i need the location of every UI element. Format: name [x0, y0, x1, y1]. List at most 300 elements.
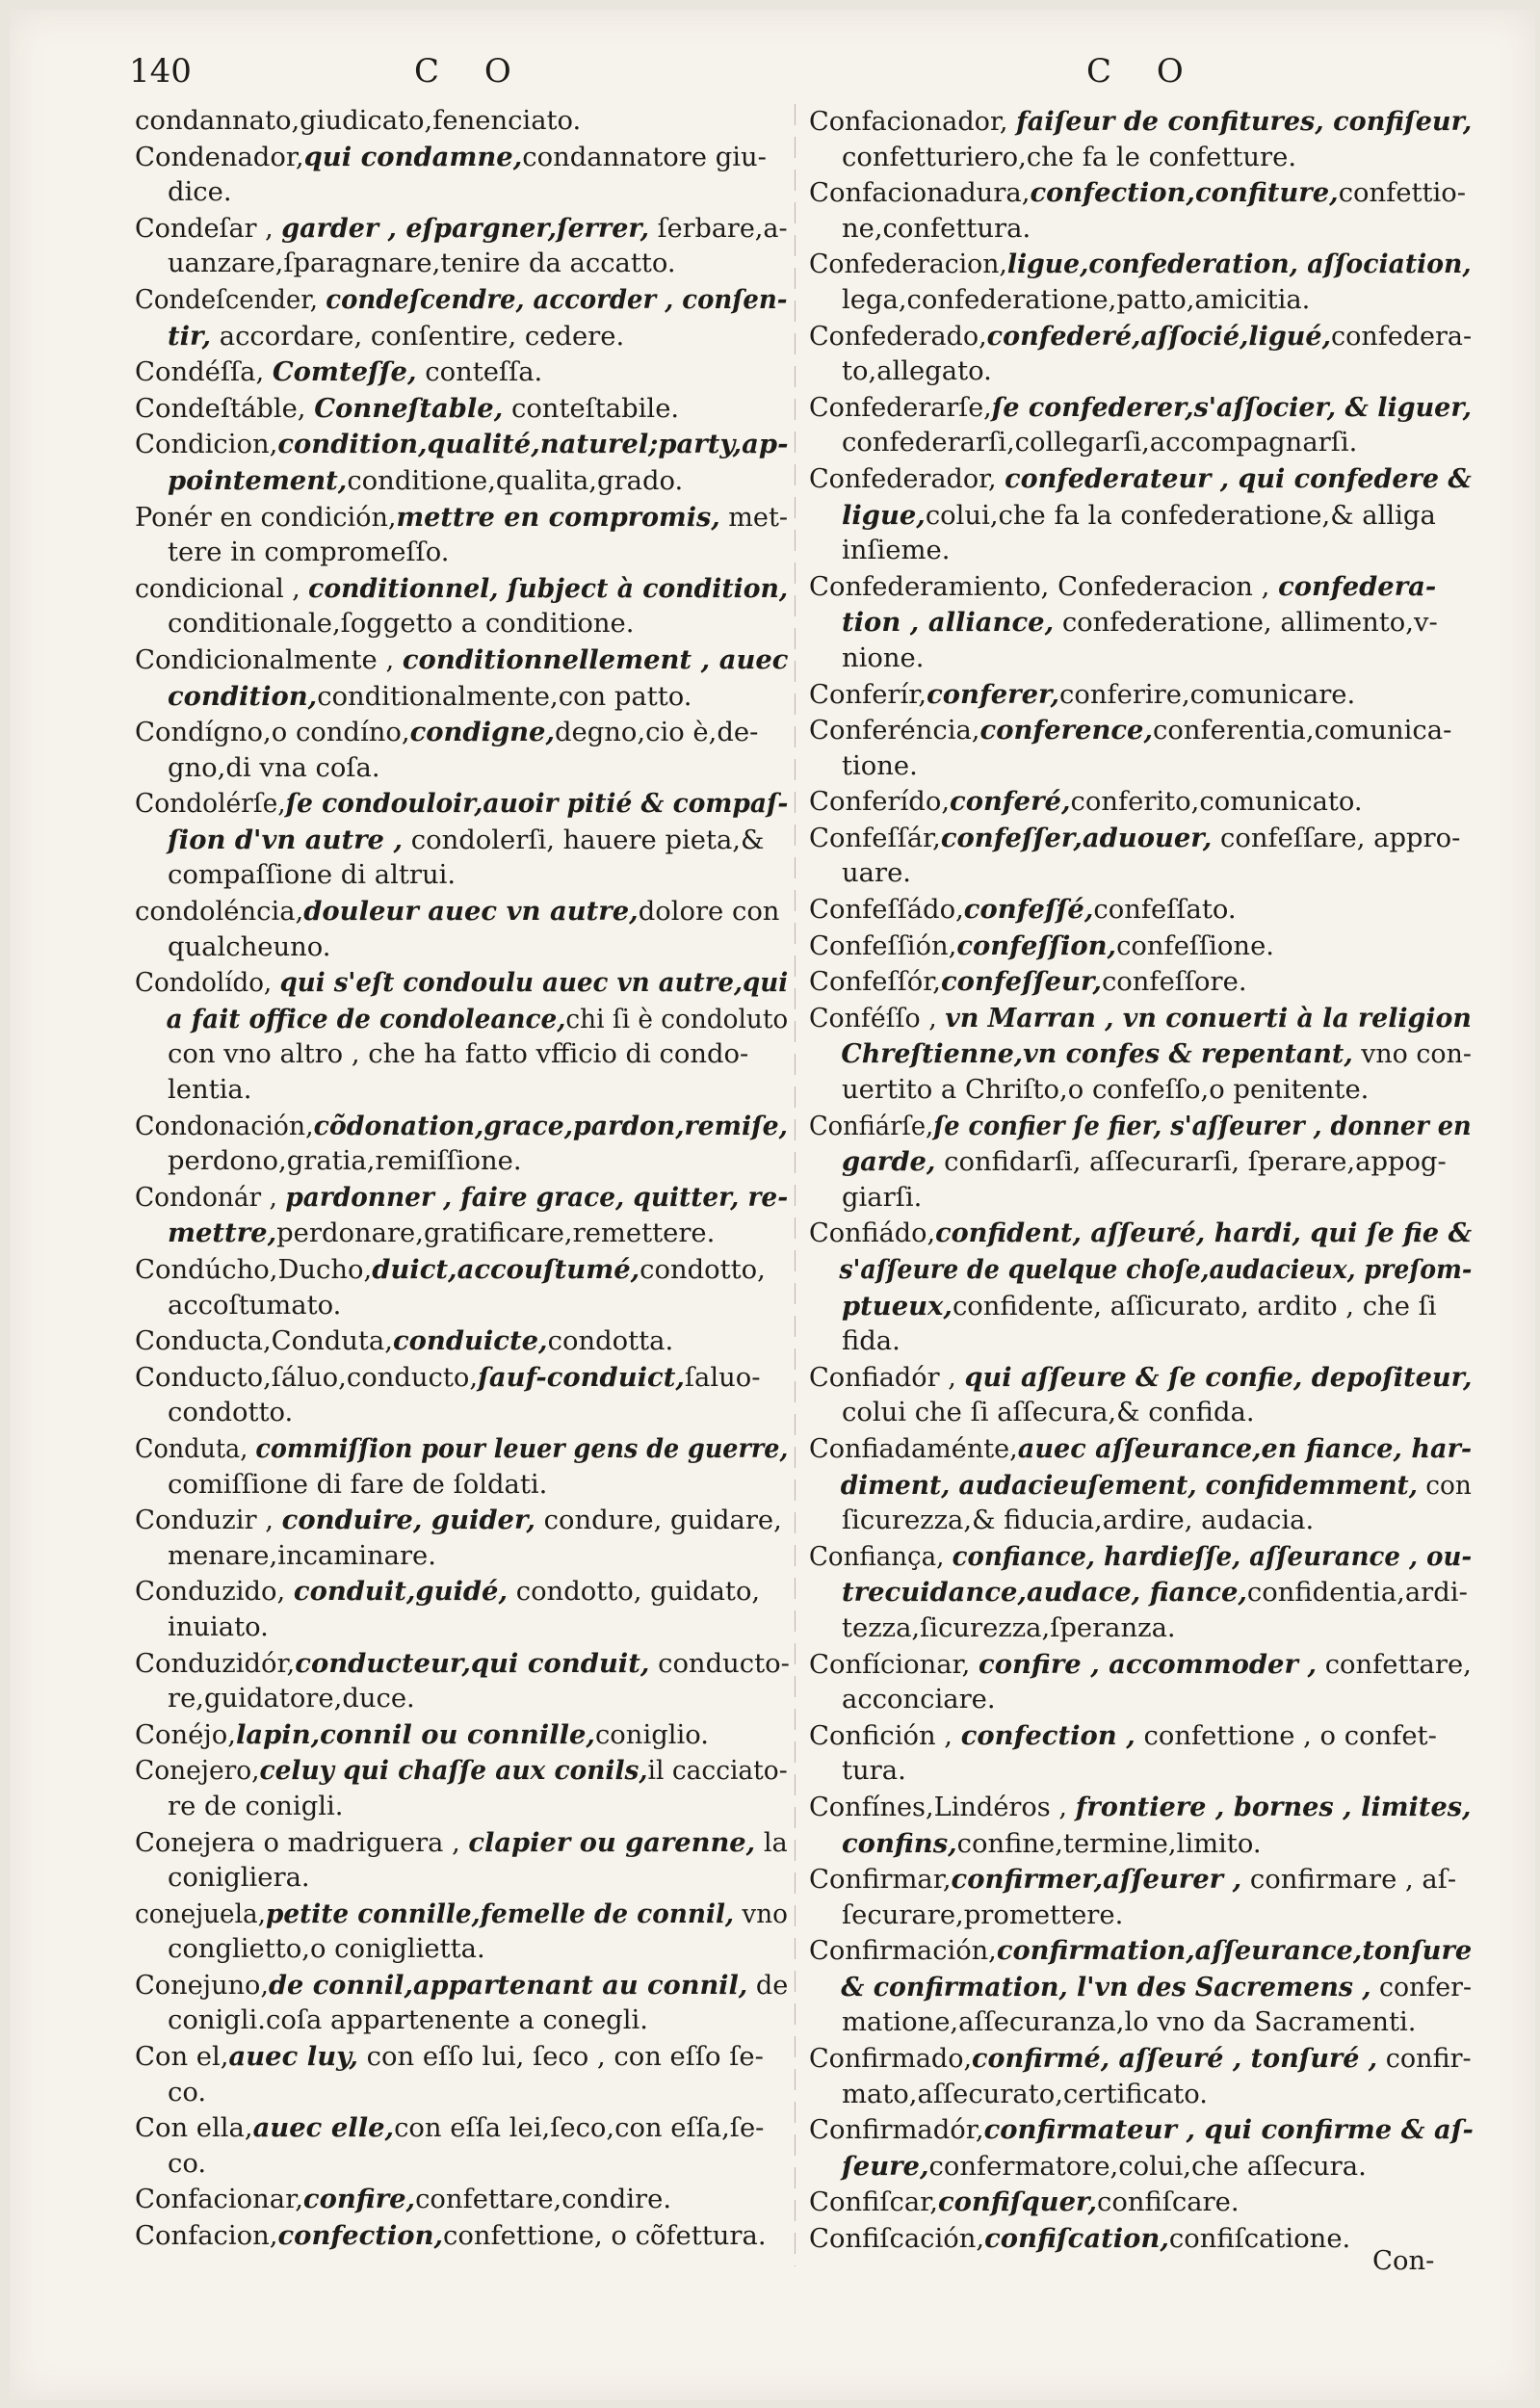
french-translation: trecuidance,audace, fiance, [842, 1577, 1247, 1609]
entry-text: conglietto,o coniglietta. [168, 1934, 485, 1965]
french-translation: auec luy, [228, 2041, 358, 2073]
catchword: Con- [1372, 2246, 1435, 2276]
entry-text: Con el, [135, 2042, 229, 2073]
column-divider [795, 104, 796, 2266]
entry-line [809, 713, 1474, 749]
entry-text: degno,cio è,de- [555, 718, 759, 748]
entry-line [135, 1216, 790, 1252]
french-translation: confection, [277, 2220, 444, 2252]
entry-text: Confirmar, [809, 1865, 952, 1896]
entry-text: vno [734, 1898, 788, 1929]
french-translation: confins, [842, 1827, 957, 1859]
french-translation: garder , eſpargner,ſerrer, [281, 212, 650, 244]
french-translation: duict,accouſtumé, [372, 1254, 640, 1285]
entry-text: nione. [842, 642, 925, 673]
entry-line [135, 1289, 790, 1324]
entry-text: confer- [1370, 1972, 1472, 2002]
french-translation: petite connille,femelle de connil, [266, 1898, 735, 1929]
entry-text: Confeſſión, [809, 930, 957, 961]
entry-text: conigli.coſa appartenente a conegli. [168, 2005, 648, 2036]
entry-text: confiſcatione. [1168, 2224, 1351, 2255]
entry-text: Condolído, [135, 968, 280, 999]
french-translation: mettre, [168, 1217, 277, 1249]
entry-line [809, 2185, 1474, 2221]
french-translation: confeſſé, [963, 894, 1094, 926]
entry-line [135, 715, 790, 751]
entry-line [135, 2039, 790, 2076]
entry-text: conferentia,comunica- [1153, 716, 1452, 746]
entry-line [135, 391, 790, 428]
entry-line [809, 2078, 1474, 2113]
entry-line [809, 1970, 1472, 2006]
entry-text: giarſi. [842, 1182, 923, 1213]
entry-line [135, 751, 790, 787]
entry-line [809, 1718, 1474, 1755]
french-translation: confirmé, aſſeuré , tonſuré , [972, 2043, 1378, 2075]
entry-line [809, 2005, 1474, 2041]
entry-text: conferito,comunicato. [1070, 787, 1363, 818]
entry-text: menare,incaminare. [168, 1540, 436, 1571]
entry-line [809, 534, 1474, 569]
entry-text: colui,che fa la confederatione,& alliga [925, 500, 1436, 531]
entry-line [135, 427, 790, 463]
entry-text: Condenador, [135, 142, 304, 172]
entry-line [809, 1144, 1474, 1181]
entry-line [135, 500, 788, 537]
entry-text: re,guidatore,duce. [168, 1684, 415, 1714]
entry-line [135, 1037, 790, 1073]
french-translation: lapin,connil ou connille, [236, 1718, 595, 1750]
entry-text: tura. [842, 1756, 906, 1787]
entry-line [809, 1216, 1473, 1252]
entry-line [809, 426, 1474, 461]
entry-line [809, 1898, 1474, 1934]
entry-text: Confirmadór, [809, 2115, 984, 2146]
entry-text: mato,aſſecurato,certificato. [842, 2079, 1209, 2109]
entry-text: con eſſa lei,ſeco,con eſſa,ſe- [394, 2113, 765, 2144]
entry-line [809, 569, 1474, 606]
entry-line [809, 283, 1474, 319]
entry-line [135, 1468, 790, 1504]
entry-text: Conféſſo , [809, 1003, 946, 1034]
entry-line [809, 1575, 1474, 1611]
entry-text: confederarſi,collegarſi,accompagnarſi. [842, 428, 1358, 458]
french-translation: confire, [302, 2184, 416, 2215]
entry-line [809, 964, 1474, 1001]
entry-line [809, 641, 1474, 677]
entry-text: confettare,condire. [415, 2185, 672, 2215]
entry-text: condicional , [135, 573, 309, 604]
entry-line [809, 390, 1472, 427]
entry-line [809, 1073, 1474, 1109]
entry-line [809, 1036, 1472, 1073]
entry-text: uare. [842, 858, 911, 889]
french-translation: confederé,aſſocié,ligué, [986, 320, 1331, 352]
entry-text: condannato,giudicato,fenenciato. [135, 106, 582, 136]
entry-line [135, 1932, 790, 1968]
entry-text: condotto. [168, 1398, 294, 1428]
entry-text: Confeſſádo, [809, 895, 964, 926]
entry-line [809, 1468, 1472, 1505]
entry-line [135, 930, 790, 966]
entry-line [809, 247, 1472, 283]
entry-text: la [755, 1827, 788, 1858]
french-translation: conduit,guidé, [293, 1576, 509, 1608]
entry-text: Conferéncia, [809, 716, 980, 746]
entry-line [809, 605, 1474, 641]
entry-text: Conduzido, [135, 1577, 294, 1608]
entry-text: colui che ſi aſſecura,& confida. [842, 1398, 1255, 1428]
entry-text: Condicion, [135, 430, 278, 460]
french-translation: diment, audacieuſement, confidemment, [840, 1469, 1418, 1501]
french-translation: a fait office de condoleance, [166, 1003, 566, 1034]
entry-line [135, 1968, 789, 2004]
french-translation: faiſeur de confitures, confiſeur, [1016, 106, 1473, 137]
entry-text: Conducta,Conduta, [135, 1326, 393, 1357]
entry-text: uertito a Chriſto,o confeſſo,o penitente. [842, 1075, 1370, 1106]
entry-text: Confirmación, [809, 1936, 997, 1967]
entry-line [809, 1324, 1474, 1360]
french-translation: confiance, hardieſſe, aſſeurance , ou- [952, 1540, 1473, 1572]
entry-line [135, 1790, 790, 1825]
entry-text: co. [168, 2148, 207, 2179]
entry-text: conditionalmente,con patto. [317, 681, 692, 712]
entry-text: Confiſcación, [809, 2224, 985, 2255]
entry-text: acconciare. [842, 1685, 996, 1715]
entry-text: lentia. [168, 1075, 252, 1106]
entry-text: co. [168, 2077, 207, 2107]
entry-text: conditionale,ſoggetto a conditione. [168, 609, 635, 640]
entry-text: confeſſare, appro- [1212, 823, 1461, 853]
entry-text: tione. [842, 750, 918, 781]
entry-text: condotto, [639, 1255, 766, 1285]
entry-text: Confederador, [809, 463, 1005, 494]
french-translation: confirmation,aſſeurance,tonſure [996, 1935, 1473, 1967]
entry-line [135, 1252, 790, 1289]
entry-line [809, 354, 1474, 390]
entry-text: dice. [168, 177, 232, 208]
entry-line [135, 894, 790, 930]
entry-line [135, 104, 790, 140]
entry-line [809, 461, 1472, 498]
entry-text: inſieme. [842, 536, 951, 566]
entry-line [809, 212, 1474, 248]
entry-line [809, 1790, 1472, 1826]
entry-text: condoléncia, [135, 897, 304, 928]
entry-line [809, 1647, 1474, 1684]
entry-text: Confacion, [135, 2221, 278, 2252]
entry-line [809, 749, 1474, 785]
entry-line [135, 463, 790, 500]
entry-text: accordare, conſentire, cedere. [211, 321, 625, 352]
entry-text: Conferír, [809, 679, 927, 710]
french-translation: celuy qui chaſſe aux conils, [259, 1755, 648, 1787]
entry-line [135, 1610, 790, 1646]
french-translation: condigne, [409, 717, 556, 748]
entry-line [135, 571, 789, 608]
entry-text: confidentia,ardi- [1246, 1578, 1468, 1609]
entry-line [135, 1539, 790, 1575]
entry-text: Conducto,ſáluo,conducto, [135, 1362, 479, 1393]
french-translation: confident, aſſeuré, hardi, qui ſe fie & [935, 1217, 1473, 1249]
french-translation: confiſcation, [984, 2223, 1169, 2255]
french-translation: ſe confier ſe fier, s'aſſeurer , donner en [933, 1110, 1472, 1141]
french-translation: conduicte, [392, 1325, 548, 1357]
entry-text: Condonár , [135, 1182, 286, 1213]
entry-text: confidarſi, aſſecurarſi, ſperare,appog- [935, 1147, 1447, 1178]
entry-text: Confacionar, [135, 2185, 303, 2215]
entry-line [135, 679, 790, 716]
entry-text: Confeſſór, [809, 967, 941, 998]
french-translation: pardonner , faire grace, quitter, re- [285, 1181, 789, 1213]
entry-text: Confiadór , [809, 1362, 965, 1393]
entry-text: Confición , [809, 1720, 961, 1751]
entry-text: Confederado, [809, 321, 987, 352]
entry-text: re de conigli. [168, 1791, 344, 1821]
entry-text: ſerbare,a- [649, 213, 788, 244]
entry-text: confetturiero,che fa le confetture. [842, 142, 1297, 172]
entry-text: Condeſcender, [135, 284, 326, 315]
entry-line [809, 1504, 1474, 1539]
entry-line [135, 354, 790, 391]
french-translation: douleur auec vn autre, [303, 896, 639, 928]
entry-line [809, 821, 1474, 857]
entry-line [135, 1109, 788, 1145]
entry-text: accoſtumato. [168, 1290, 342, 1321]
entry-line [135, 211, 788, 248]
french-translation: confirmateur , qui confirme & aſ- [983, 2114, 1474, 2146]
entry-line [135, 1360, 790, 1397]
dictionary-page [10, 10, 1535, 2400]
french-translation: de connil,appartenant au connil, [269, 1969, 748, 2001]
entry-text: Confiança, [809, 1541, 953, 1572]
french-translation: confederateur , qui confedere & [1005, 462, 1472, 494]
entry-text: Confederarſe, [809, 392, 992, 423]
entry-text: condure, guidare, [535, 1505, 782, 1536]
entry-text: confirmare , aſ- [1241, 1865, 1457, 1896]
entry-text: tere in compromeſſo. [168, 537, 450, 568]
entry-line [809, 1683, 1474, 1718]
french-translation: ligue,confederation, aſſociation, [1006, 249, 1472, 280]
french-translation: conditionnellement , auec [402, 643, 789, 675]
entry-text: conigliera. [168, 1863, 310, 1894]
entry-line [135, 1753, 788, 1790]
entry-text: il cacciato- [647, 1756, 788, 1787]
entry-text: Ponér en condición, [135, 502, 397, 533]
entry-text: Conduzir , [135, 1505, 282, 1536]
french-translation: ſe condouloir,auoir pitié & compaſ- [285, 788, 789, 820]
entry-line [135, 2076, 790, 2111]
entry-text: Conduzidór, [135, 1648, 296, 1679]
french-translation: confiſquer, [937, 2186, 1097, 2218]
entry-text: Conejera o madriguera , [135, 1827, 469, 1858]
entry-text: Confirmado, [809, 2044, 973, 2075]
entry-line [135, 1825, 787, 1862]
entry-text: to,allegato. [842, 356, 992, 387]
entry-line [135, 1144, 790, 1180]
french-translation: qui aſſeure & ſe confie, depoſiteur, [964, 1361, 1473, 1393]
entry-text: Confederamiento, Confederacion , [809, 571, 1279, 602]
entry-line [135, 536, 790, 571]
entry-text: conferire,comunicare. [1059, 679, 1356, 710]
entry-line [135, 1396, 790, 1431]
french-translation: Comteſſe, [272, 356, 417, 388]
french-translation: confedera- [1278, 570, 1437, 602]
entry-text: confeſſore. [1101, 967, 1247, 998]
entry-text: con [1417, 1470, 1472, 1501]
french-translation: auec aſſeurance,en fiance, har- [1017, 1432, 1473, 1464]
entry-text: con vno altro , che ha fatto vfficio di condo- [168, 1039, 749, 1070]
page-number: 140 [129, 52, 192, 91]
french-translation: conference, [979, 715, 1154, 746]
french-translation: vn Marran , vn conuerti à la religion [945, 1002, 1472, 1034]
entry-text: Confínes,Lindéros , [809, 1792, 1076, 1822]
entry-line [809, 141, 1474, 176]
entry-line [135, 1897, 788, 1933]
entry-line [135, 1002, 789, 1038]
french-translation: confeſſer,aduouer, [940, 822, 1213, 853]
french-translation: tion , alliance, [842, 607, 1055, 639]
entry-text: confettione, o cõfettura. [443, 2221, 767, 2252]
entry-text: Confederacion, [809, 249, 1007, 280]
entry-line [135, 319, 790, 355]
french-translation: condition, [168, 680, 318, 712]
entry-text: condannatore giu- [522, 142, 767, 172]
entry-text: compaſſione di altrui. [168, 860, 457, 891]
french-translation: mettre en compromis, [396, 501, 720, 533]
french-translation: commiſſion pour leuer gens de guerre, [255, 1432, 789, 1464]
entry-line [135, 1574, 790, 1610]
entry-text: Condúcho,Ducho, [135, 1255, 373, 1285]
entry-line [135, 282, 788, 319]
entry-text: tezza,ſicurezza,ſperanza. [842, 1612, 1176, 1643]
entry-line [809, 892, 1474, 929]
entry-line [809, 1396, 1474, 1431]
french-translation: conduire, guider, [281, 1505, 535, 1536]
entry-text: confiſcare. [1097, 2187, 1240, 2218]
entry-line [809, 856, 1474, 892]
entry-text: matione,aſſecuranza,lo vno da Sacramenti. [842, 2007, 1417, 2038]
french-translation: clapier ou garenne, [468, 1826, 756, 1858]
entry-line [809, 2149, 1474, 2186]
entry-line [809, 1431, 1473, 1468]
entry-text: Confícionar, [809, 1649, 979, 1680]
entry-line [135, 140, 790, 176]
entry-text: confine,termine,limito. [956, 1828, 1262, 1859]
entry-text: Confacionador, [809, 107, 1017, 137]
entry-line [809, 1862, 1474, 1898]
entry-text: met- [719, 502, 788, 533]
entry-text: condolerſi, hauere pieta,& [403, 824, 765, 855]
french-translation: ligue, [842, 499, 926, 531]
entry-line [809, 677, 1474, 714]
entry-text: Condeſtáble, [135, 393, 315, 424]
entry-text: confidente, aſſicurato, ardito , che ſi [952, 1291, 1437, 1322]
french-translation: ptueux, [842, 1290, 953, 1322]
entry-line [809, 1181, 1474, 1217]
entry-text: conditione,qualita,grado. [347, 465, 684, 496]
entry-text: confeſſione. [1116, 930, 1274, 961]
entry-text: qualcheuno. [168, 931, 331, 962]
entry-text: lega,confederatione,patto,amicitia. [842, 284, 1311, 315]
entry-line [135, 175, 790, 211]
french-translation: qui s'eſt condoulu auec vn autre,qui [279, 967, 789, 999]
entry-text: confettio- [1338, 178, 1467, 209]
entry-text: comiſſione di fare de ſoldati. [168, 1469, 548, 1500]
french-translation: garde, [842, 1146, 936, 1178]
entry-line [135, 1646, 790, 1683]
entry-line [809, 929, 1474, 965]
entry-text: dolore con [638, 897, 780, 928]
french-translation: ſe confederer,s'aſſocier, & liguer, [991, 391, 1472, 423]
entry-text: perdono,gratia,remiſſione. [168, 1146, 522, 1177]
running-head-left: C O [414, 52, 529, 91]
entry-line [135, 1861, 790, 1897]
entry-line [135, 2147, 790, 2183]
entry-text: conteſtabile. [503, 393, 680, 424]
entry-text: conejuela, [135, 1898, 267, 1929]
entry-text: confeſſato. [1093, 895, 1237, 926]
french-translation: cõdonation,grace,pardon,remiſe, [313, 1110, 788, 1141]
entry-text: gno,di vna coſa. [168, 752, 380, 783]
french-translation: condeſcendre, accorder , conſen- [326, 283, 788, 315]
entry-text: Conéjo, [135, 1719, 236, 1750]
entry-text: conducto- [649, 1648, 790, 1679]
french-translation: confeſſion, [956, 929, 1117, 961]
entry-line [135, 1682, 790, 1717]
entry-line [135, 2182, 790, 2218]
french-translation: confection,confiture, [1030, 177, 1339, 209]
french-translation: & confirmation, l'vn des Sacremens , [841, 1971, 1371, 2002]
entry-text: de [747, 1970, 789, 2001]
french-translation: auec elle, [252, 2112, 395, 2144]
entry-line [809, 175, 1474, 212]
entry-line [135, 1323, 790, 1360]
french-translation: confeſſeur, [941, 966, 1102, 998]
entry-line [809, 1109, 1472, 1145]
right-column [809, 104, 1474, 2258]
entry-text: Confiſcar, [809, 2187, 938, 2218]
entry-text: coniglio. [594, 1719, 709, 1750]
entry-text: condotta. [547, 1326, 674, 1357]
entry-line [135, 1431, 789, 1468]
entry-line [809, 1001, 1472, 1037]
french-translation: confire , accommoder , [979, 1648, 1317, 1680]
entry-text: Condeſar , [135, 213, 282, 244]
entry-line [135, 607, 790, 642]
entry-text: Condolérſe, [135, 789, 286, 820]
entry-text: confettare, [1316, 1649, 1472, 1680]
entry-text: ne,confettura. [842, 213, 1031, 244]
entry-text: confermatore,colui,che aſſecura. [928, 2151, 1367, 2182]
french-translation: qui condamne, [303, 141, 523, 172]
french-translation: pointement, [168, 464, 348, 496]
entry-line [809, 2041, 1472, 2078]
left-column [135, 104, 790, 2255]
entry-line [809, 1754, 1474, 1790]
entry-line [135, 2218, 790, 2255]
entry-line [135, 1180, 789, 1217]
entry-line [809, 1826, 1474, 1863]
french-translation: conducteur,qui conduit, [295, 1647, 650, 1679]
entry-line [809, 104, 1473, 141]
entry-text: ſicurezza,& fiducia,ardire, audacia. [842, 1505, 1315, 1536]
entry-text: fida. [842, 1326, 901, 1357]
entry-text: ſecurare,promettere. [842, 1899, 1124, 1930]
french-translation: confection , [960, 1719, 1135, 1751]
french-translation: conditionnel, ſubject à condition, [308, 572, 789, 604]
french-translation: ſeure, [842, 2150, 929, 2182]
